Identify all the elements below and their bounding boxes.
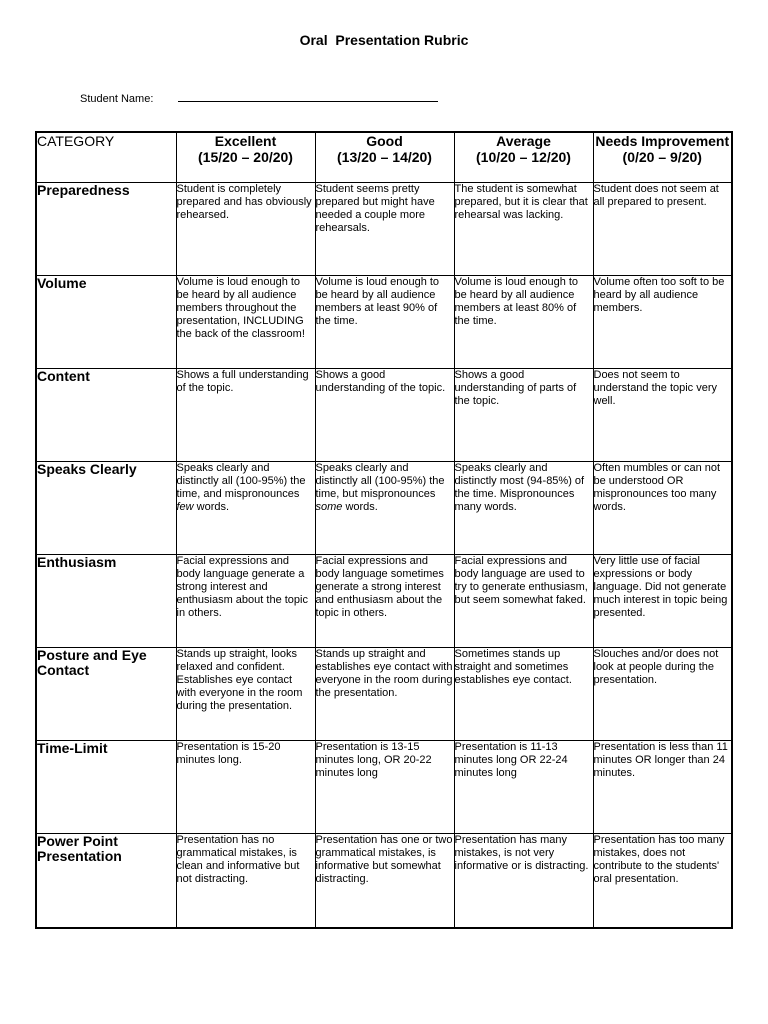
rubric-row-volume — [36, 275, 732, 368]
level-range: (13/20 – 14/20) — [337, 149, 432, 165]
row-category: Posture and Eye Contact — [36, 647, 176, 740]
criterion-cell: Facial expressions and body language generate a strong interest and enthusiasm about the topic in others. — [176, 554, 315, 647]
rubric-row-speaks-clearly — [36, 461, 732, 554]
criterion-cell: Often mumbles or can not be understood OR mispronounces too many words. — [593, 461, 732, 554]
level-range: (0/20 – 9/20) — [622, 149, 702, 165]
level-range: (15/20 – 20/20) — [198, 149, 293, 165]
row-category: Power Point Presentation — [36, 833, 176, 928]
criterion-cell: Facial expressions and body language are used to try to generate enthusiasm, but seem somewhat faked. — [454, 554, 593, 647]
criterion-cell: Sometimes stands up straight and sometimes establishes eye contact. — [454, 647, 593, 740]
level-header-excellent — [176, 132, 315, 182]
row-category: Enthusiasm — [36, 554, 176, 647]
level-header-needs-improvement — [593, 132, 732, 182]
page-title: Oral Presentation Rubric — [299, 32, 469, 48]
criterion-cell: Facial expressions and body language sometimes generate a strong interest and enthusiasm about the topic in others. — [315, 554, 454, 647]
criterion-cell: Speaks clearly and distinctly most (94-85%) of the time. Mispronounces many words. — [454, 461, 593, 554]
criterion-cell: Student does not seem at all prepared to present. — [593, 182, 732, 275]
criterion-cell: Presentation has one or two grammatical mistakes, is informative but somewhat distracting. — [315, 833, 454, 928]
student-name-field[interactable] — [178, 91, 438, 102]
criterion-cell: Volume is loud enough to be heard by all audience members at least 90% of the time. — [315, 275, 454, 368]
student-name-label: Student Name: — [80, 93, 154, 105]
criterion-cell: Stands up straight and establishes eye contact with everyone in the room during the presentation. — [315, 647, 454, 740]
row-category: Volume — [36, 275, 176, 368]
criterion-cell: Does not seem to understand the topic very well. — [593, 368, 732, 461]
level-header-good — [315, 132, 454, 182]
rubric-row-content — [36, 368, 732, 461]
criterion-cell: Speaks clearly and distinctly all (100-95%) the time, but mispronounces some words. — [315, 461, 454, 554]
criterion-cell: Student is completely prepared and has obviously rehearsed. — [176, 182, 315, 275]
header-row — [36, 132, 732, 182]
student-name-row — [80, 91, 438, 105]
rubric-table — [35, 131, 733, 929]
criterion-cell: Volume is loud enough to be heard by all audience members throughout the presentation, INCLUDING the back of the classroom! — [176, 275, 315, 368]
criterion-cell: Presentation is 15-20 minutes long. — [176, 740, 315, 833]
criterion-cell: Volume is loud enough to be heard by all audience members at least 80% of the time. — [454, 275, 593, 368]
level-range: (10/20 – 12/20) — [476, 149, 571, 165]
criterion-cell: Presentation has too many mistakes, does not contribute to the students' oral presentation. — [593, 833, 732, 928]
rubric-row-posture-eye-contact — [36, 647, 732, 740]
criterion-cell: Presentation is 11-13 minutes long OR 22-24 minutes long — [454, 740, 593, 833]
level-name: Average — [496, 133, 551, 149]
level-name: Good — [366, 133, 403, 149]
criterion-cell: Shows a good understanding of the topic. — [315, 368, 454, 461]
criterion-cell: Shows a full understanding of the topic. — [176, 368, 315, 461]
criterion-cell: Presentation is less than 11 minutes OR longer than 24 minutes. — [593, 740, 732, 833]
row-category: Preparedness — [36, 182, 176, 275]
level-name: Excellent — [214, 133, 277, 149]
criterion-cell: Shows a good understanding of parts of the topic. — [454, 368, 593, 461]
rubric-row-time-limit — [36, 740, 732, 833]
row-category: Content — [36, 368, 176, 461]
row-category: Speaks Clearly — [36, 461, 176, 554]
criterion-cell: Presentation is 13-15 minutes long, OR 20-22 minutes long — [315, 740, 454, 833]
criterion-cell: Volume often too soft to be heard by all audience members. — [593, 275, 732, 368]
criterion-cell: Student seems pretty prepared but might have needed a couple more rehearsals. — [315, 182, 454, 275]
criterion-cell: Very little use of facial expressions or body language. Did not generate much interest in topic being presented. — [593, 554, 732, 647]
row-category: Time-Limit — [36, 740, 176, 833]
category-header: CATEGORY — [36, 132, 176, 182]
rubric-row-enthusiasm — [36, 554, 732, 647]
rubric-row-preparedness — [36, 182, 732, 275]
criterion-cell: Speaks clearly and distinctly all (100-95%) the time, and mispronounces few words. — [176, 461, 315, 554]
criterion-cell: Slouches and/or does not look at people during the presentation. — [593, 647, 732, 740]
level-name: Needs Improvement — [595, 133, 730, 149]
criterion-cell: Presentation has many mistakes, is not very informative or is distracting. — [454, 833, 593, 928]
level-header-average — [454, 132, 593, 182]
rubric-row-power-point — [36, 833, 732, 928]
criterion-cell: Presentation has no grammatical mistakes, is clean and informative but not distracting. — [176, 833, 315, 928]
criterion-cell: Stands up straight, looks relaxed and confident. Establishes eye contact with everyone in the room during the presentation. — [176, 647, 315, 740]
criterion-cell: The student is somewhat prepared, but it is clear that rehearsal was lacking. — [454, 182, 593, 275]
